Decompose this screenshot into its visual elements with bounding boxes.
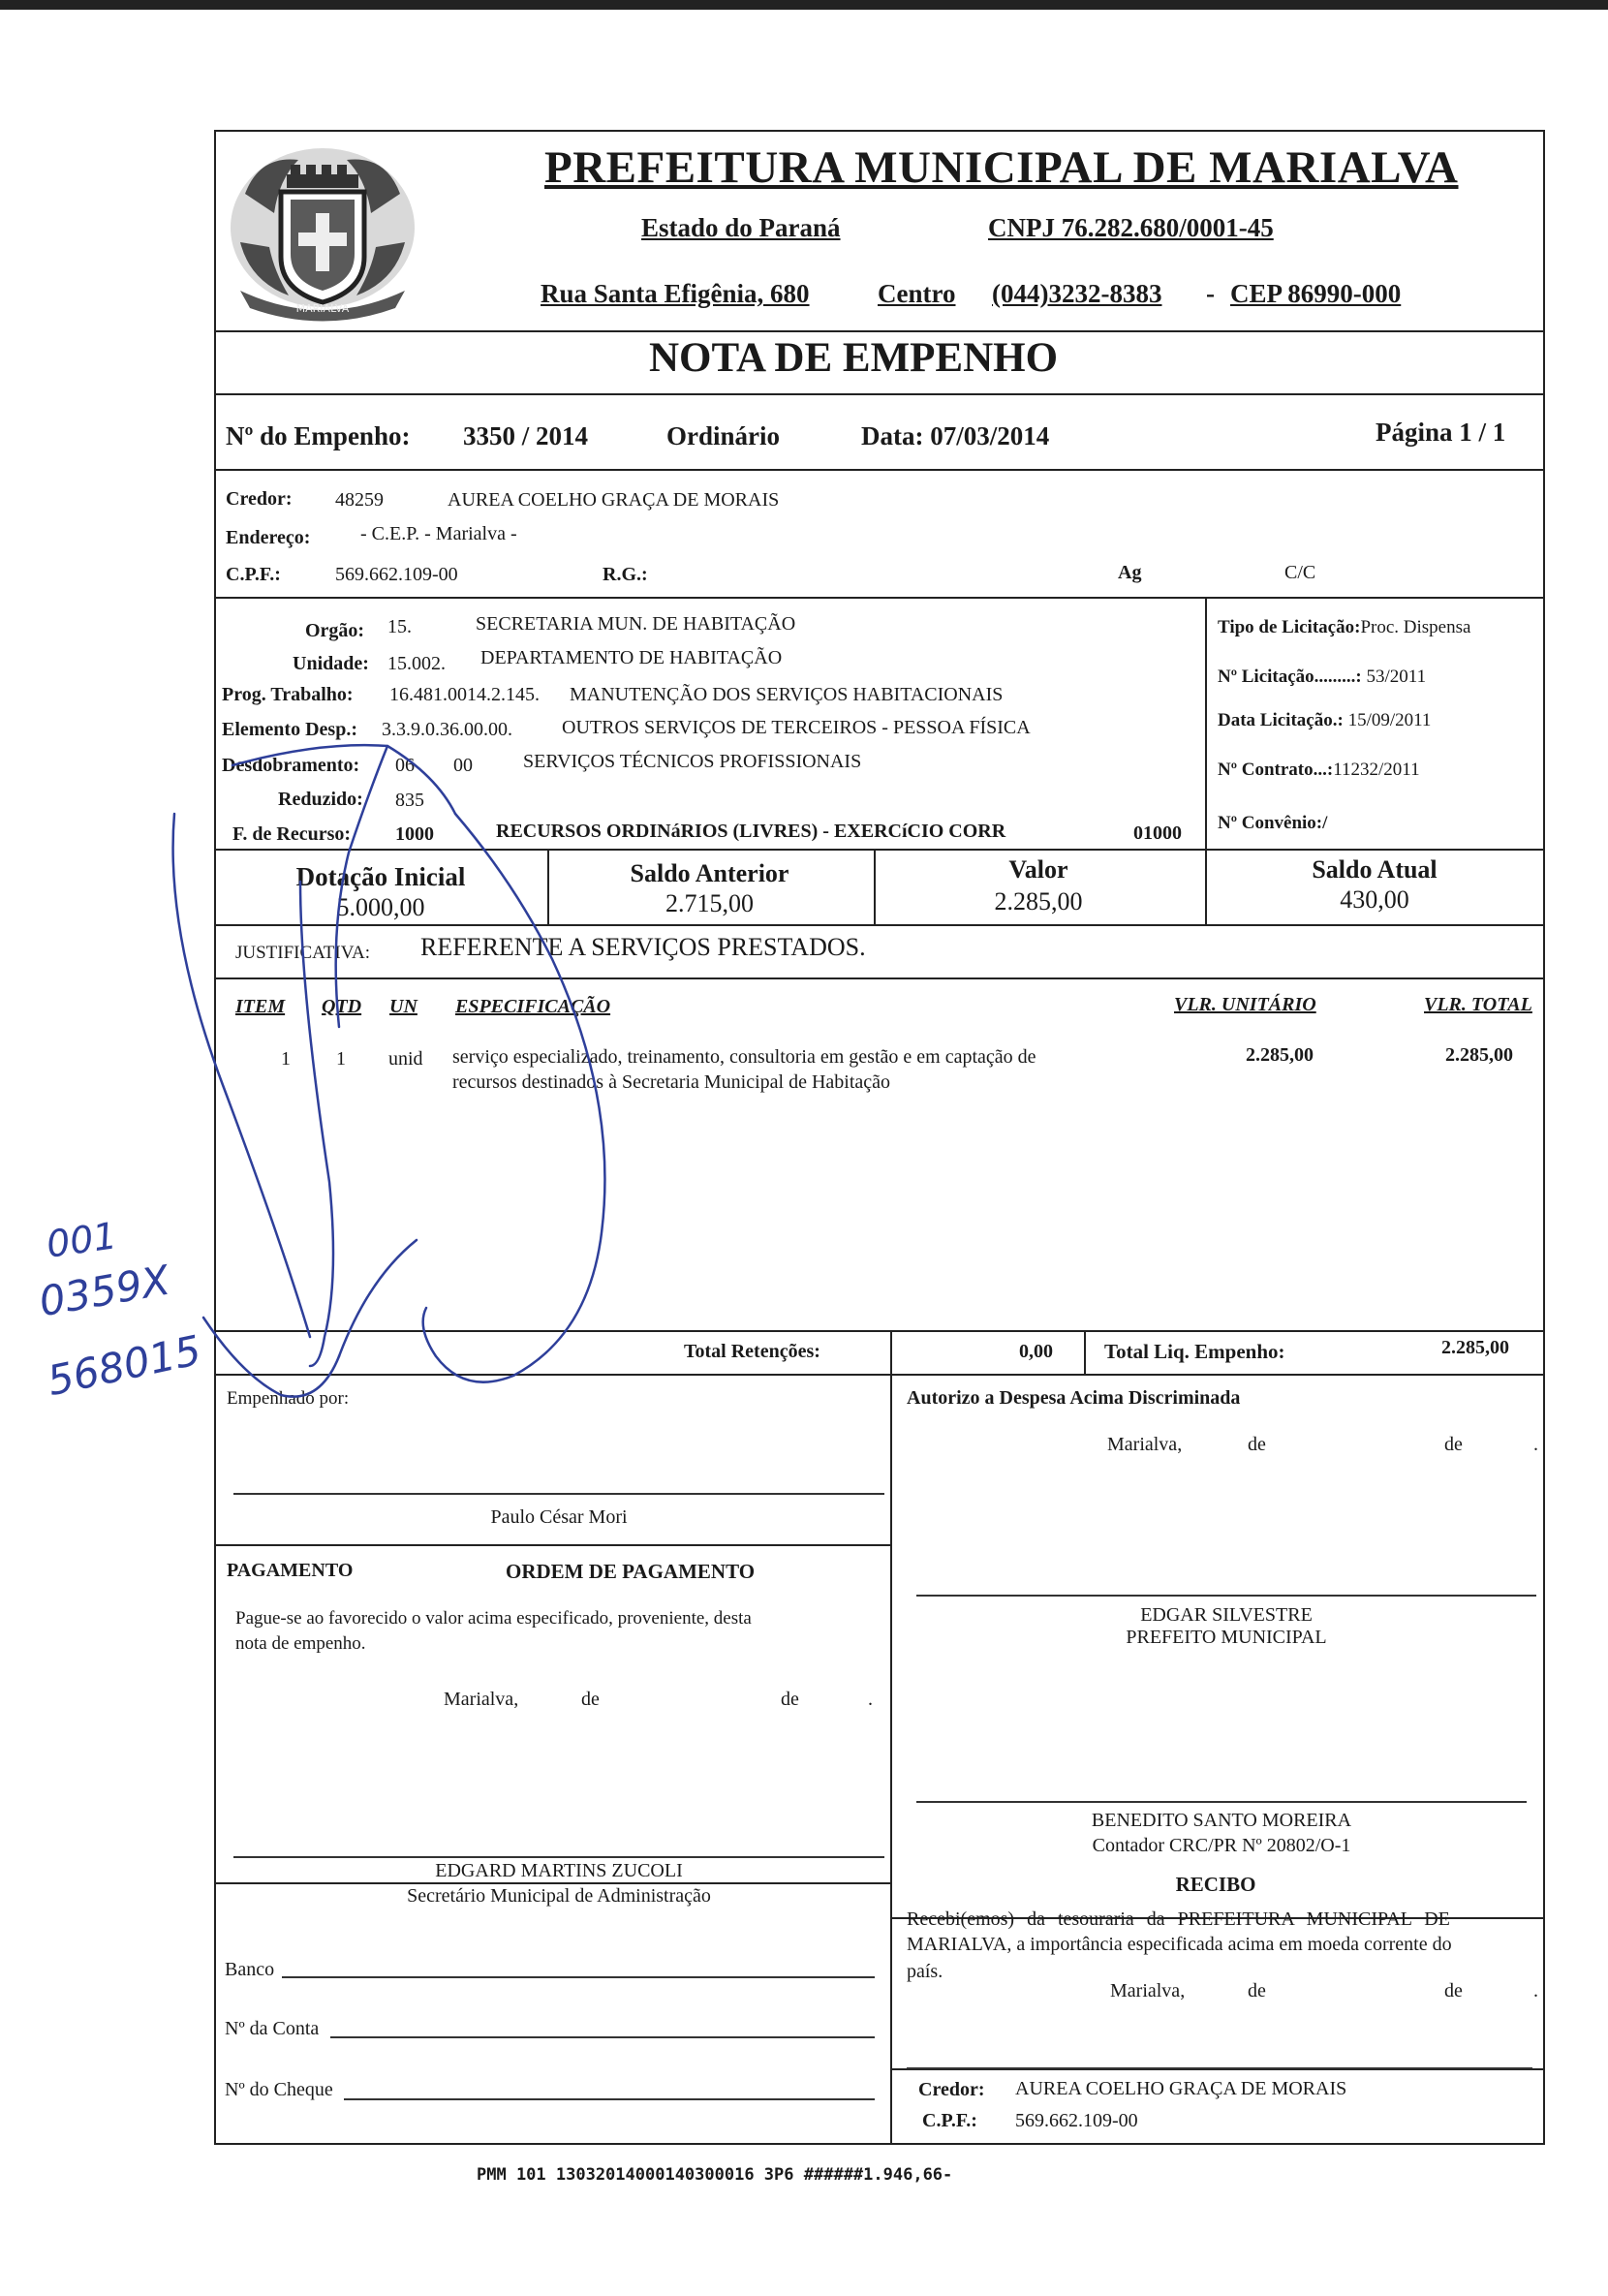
- empenhado-name: Paulo César Mori: [490, 1506, 628, 1528]
- recibo-title: RECIBO: [1175, 1873, 1256, 1896]
- endereco-value: - C.E.P. - Marialva -: [360, 523, 517, 544]
- num-label: Nº Licitação.........:: [1218, 667, 1362, 687]
- credor-code: 48259: [335, 489, 384, 511]
- contador-title: Contador CRC/PR Nº 20802/O-1: [1092, 1835, 1351, 1856]
- recibo-line2: MARIALVA, a importância especificada acima em moeda corrente do: [907, 1934, 1452, 1955]
- header-district: Centro: [878, 279, 956, 308]
- header-address: Rua Santa Efigênia, 680: [541, 279, 810, 308]
- rec-dot: .: [1533, 1980, 1538, 2001]
- reduzido-label: Reduzido:: [278, 789, 363, 810]
- recibo-sign-line: [907, 2067, 1532, 2069]
- pag-de1: de: [581, 1689, 600, 1710]
- contador-name: BENEDITO SANTO MOREIRA: [1091, 1810, 1352, 1831]
- pagamento-label: PAGAMENTO: [227, 1560, 354, 1581]
- svg-text:MARIALVA: MARIALVA: [295, 302, 350, 315]
- item-desc-line2: recursos destinados à Secretaria Municipal de Habitação: [452, 1071, 891, 1093]
- contrato-value: 11232/2011: [1333, 760, 1420, 780]
- header-state: Estado do Paraná: [641, 213, 841, 242]
- empenho-date: Data: 07/03/2014: [861, 421, 1050, 450]
- justificativa-label: JUSTIFICATIVA:: [235, 943, 371, 963]
- licitacao-contrato: [1218, 760, 1420, 781]
- col-vlr-total: VLR. TOTAL: [1424, 994, 1532, 1015]
- elem-label: Elemento Desp.:: [222, 719, 357, 740]
- licitacao-numero: [1218, 667, 1426, 688]
- empenho-label: Nº do Empenho:: [226, 421, 411, 450]
- licitacao-tipo: [1218, 617, 1470, 638]
- licitacao-data: [1218, 710, 1431, 731]
- fonte-code: 1000: [395, 823, 434, 845]
- col-vlr-unitario: VLR. UNITÁRIO: [1174, 994, 1316, 1015]
- rule-summary: [216, 469, 1543, 471]
- banco-label: Banco: [225, 1959, 275, 1980]
- secretario-sign-line: [233, 1856, 884, 1858]
- rule-pagamento: [216, 1882, 890, 1884]
- elem-code: 3.3.9.0.36.00.00.: [382, 719, 512, 740]
- desd-code2: 00: [453, 755, 473, 776]
- empenhado-sign-line: [233, 1493, 884, 1495]
- fonte-name: RECURSOS ORDINáRIOS (LIVRES) - EXERCíCIO CORR: [496, 821, 1006, 842]
- total-liq-value: 2.285,00: [1441, 1337, 1509, 1358]
- unidade-name: DEPARTAMENTO DE HABITAÇÃO: [480, 647, 783, 668]
- desd-code1: 06: [395, 755, 415, 776]
- aut-city: Marialva,: [1107, 1434, 1183, 1455]
- fonte-label: F. de Recurso:: [232, 823, 352, 845]
- pague-line2: nota de empenho.: [235, 1633, 366, 1654]
- prefeito-name: EDGAR SILVESTRE: [1140, 1604, 1313, 1626]
- tipo-value: Proc. Dispensa: [1360, 617, 1471, 637]
- item-number: 1: [281, 1048, 291, 1070]
- credor-label: Credor:: [226, 488, 293, 510]
- rule-empenhado: [216, 1544, 890, 1546]
- prog-label: Prog. Trabalho:: [222, 684, 354, 705]
- num-value: 53/2011: [1366, 667, 1427, 687]
- handwritten-note-2: 0359X: [35, 1256, 173, 1326]
- justificativa-text: REFERENTE A SERVIÇOS PRESTADOS.: [420, 933, 866, 961]
- orgao-label: Orgão:: [305, 620, 365, 641]
- valor-value: 2.285,00: [994, 887, 1083, 915]
- col-qtd: QTD: [322, 996, 362, 1017]
- retencoes-label: Total Retenções:: [684, 1341, 820, 1362]
- header-dash: -: [1206, 279, 1215, 308]
- col-un: UN: [389, 996, 417, 1017]
- rule-lower-center: [890, 1330, 892, 2145]
- item-desc-line1: serviço especializado, treinamento, consultoria em gestão e em captação de: [452, 1046, 1036, 1068]
- page-number: Página 1 / 1: [1376, 418, 1506, 447]
- contador-sign-line: [916, 1801, 1527, 1803]
- elem-name: OUTROS SERVIÇOS DE TERCEIROS - PESSOA FÍSICA: [562, 717, 1031, 738]
- cpf-value: 569.662.109-00: [335, 564, 458, 585]
- header-phone: (044)3232-8383: [992, 279, 1162, 308]
- credor-name: AUREA COELHO GRAÇA DE MORAIS: [448, 489, 780, 511]
- orgao-name: SECRETARIA MUN. DE HABITAÇÃO: [476, 613, 796, 635]
- recibo-line3: país.: [907, 1961, 943, 1982]
- convenio-label: Nº Convênio:/: [1218, 813, 1328, 833]
- pag-city: Marialva,: [444, 1689, 519, 1710]
- saldo-anterior-value: 2.715,00: [665, 889, 754, 917]
- prefeito-sign-line: [916, 1595, 1536, 1597]
- recibo-line1: Recebi(emos) da tesouraria da PREFEITURA MUNICIPAL DE: [907, 1908, 1450, 1930]
- rule-totals-sep: [1084, 1330, 1086, 1374]
- scan-top-edge: [0, 0, 1608, 10]
- conta-field[interactable]: [330, 2036, 875, 2038]
- item-vlr-unitario: 2.285,00: [1246, 1044, 1314, 1066]
- header-title: PREFEITURA MUNICIPAL DE MARIALVA: [544, 142, 1459, 193]
- doc-title: NOTA DE EMPENHO: [649, 335, 1059, 381]
- empenho-type: Ordinário: [666, 421, 781, 450]
- prog-code: 16.481.0014.2.145.: [389, 684, 540, 705]
- unidade-label: Unidade:: [293, 653, 369, 674]
- header-cep: CEP 86990-000: [1230, 279, 1402, 308]
- pag-de2: de: [781, 1689, 799, 1710]
- rec-city: Marialva,: [1110, 1980, 1186, 2001]
- cpf-label: C.P.F.:: [226, 564, 281, 585]
- conta-label: Nº da Conta: [225, 2018, 320, 2039]
- prefeito-title: PREFEITO MUNICIPAL: [1126, 1627, 1327, 1648]
- cc-label: C/C: [1284, 562, 1316, 583]
- rec-de1: de: [1248, 1980, 1266, 2001]
- ordem-pagamento-label: ORDEM DE PAGAMENTO: [506, 1560, 756, 1583]
- header-cnpj: CNPJ 76.282.680/0001-45: [988, 213, 1274, 242]
- saldo-atual-value: 430,00: [1340, 885, 1409, 914]
- data-label: Data Licitação.:: [1218, 710, 1344, 730]
- desd-label: Desdobramento:: [222, 755, 360, 776]
- rg-label: R.G.:: [603, 564, 648, 585]
- col-especificacao: ESPECIFICAÇÃO: [455, 996, 611, 1017]
- tipo-label: Tipo de Licitação:: [1218, 617, 1361, 637]
- rule-header: [216, 330, 1543, 332]
- saldo-anterior-label: Saldo Anterior: [630, 859, 789, 887]
- footer-code: PMM 101 13032014000140300016 3P6 ######1.946,66-: [477, 2165, 953, 2185]
- dotacao-label: Dotação Inicial: [295, 862, 466, 891]
- saldo-atual-label: Saldo Atual: [1312, 855, 1438, 884]
- empenho-number: 3350 / 2014: [463, 421, 589, 450]
- item-vlr-total: 2.285,00: [1445, 1044, 1513, 1066]
- pag-dot: .: [868, 1689, 873, 1710]
- pague-line1: Pague-se ao favorecido o valor acima especificado, proveniente, desta: [235, 1608, 752, 1629]
- secretario-title: Secretário Municipal de Administração: [407, 1885, 711, 1907]
- coat-of-arms-logo: [221, 136, 424, 329]
- recibo-credor-name: AUREA COELHO GRAÇA DE MORAIS: [1015, 2078, 1347, 2099]
- rule-title: [216, 393, 1543, 395]
- aut-de2: de: [1444, 1434, 1463, 1455]
- valor-label: Valor: [1008, 855, 1068, 884]
- ag-label: Ag: [1118, 562, 1142, 583]
- handwritten-note-1: 001: [44, 1214, 120, 1266]
- handwritten-note-3: 568015: [43, 1325, 205, 1406]
- contrato-label: Nº Contrato...:: [1218, 760, 1334, 780]
- endereco-label: Endereço:: [226, 527, 311, 548]
- aut-de1: de: [1248, 1434, 1266, 1455]
- prog-name: MANUTENÇÃO DOS SERVIÇOS HABITACIONAIS: [570, 684, 1004, 705]
- recibo-credor-label: Credor:: [918, 2079, 985, 2100]
- orgao-code: 15.: [387, 616, 412, 637]
- rec-de2: de: [1444, 1980, 1463, 2001]
- secretario-name: EDGARD MARTINS ZUCOLI: [435, 1860, 683, 1881]
- banco-field[interactable]: [282, 1976, 875, 1978]
- fonte-code2: 01000: [1133, 822, 1182, 844]
- retencoes-value: 0,00: [1019, 1341, 1053, 1362]
- dotacao-value: 5.000,00: [336, 893, 425, 921]
- cheque-field[interactable]: [344, 2098, 875, 2100]
- item-un: unid: [388, 1048, 423, 1070]
- data-value: 15/09/2011: [1347, 710, 1432, 730]
- total-liq-label: Total Liq. Empenho:: [1104, 1340, 1285, 1363]
- unidade-code: 15.002.: [387, 653, 446, 674]
- rule-credor: [216, 597, 1543, 599]
- reduzido-value: 835: [395, 790, 424, 811]
- empenhado-label: Empenhado por:: [227, 1388, 350, 1409]
- col-item: ITEM: [235, 996, 286, 1017]
- pen-signature-stroke: [145, 736, 727, 1473]
- cheque-label: Nº do Cheque: [225, 2079, 333, 2100]
- recibo-cpf-value: 569.662.109-00: [1015, 2110, 1138, 2131]
- item-qtd: 1: [336, 1048, 346, 1070]
- autorizo-label: Autorizo a Despesa Acima Discriminada: [907, 1387, 1241, 1409]
- desd-name: SERVIÇOS TÉCNICOS PROFISSIONAIS: [523, 751, 862, 772]
- recibo-cpf-label: C.P.F.:: [922, 2110, 977, 2131]
- aut-dot: .: [1533, 1434, 1538, 1455]
